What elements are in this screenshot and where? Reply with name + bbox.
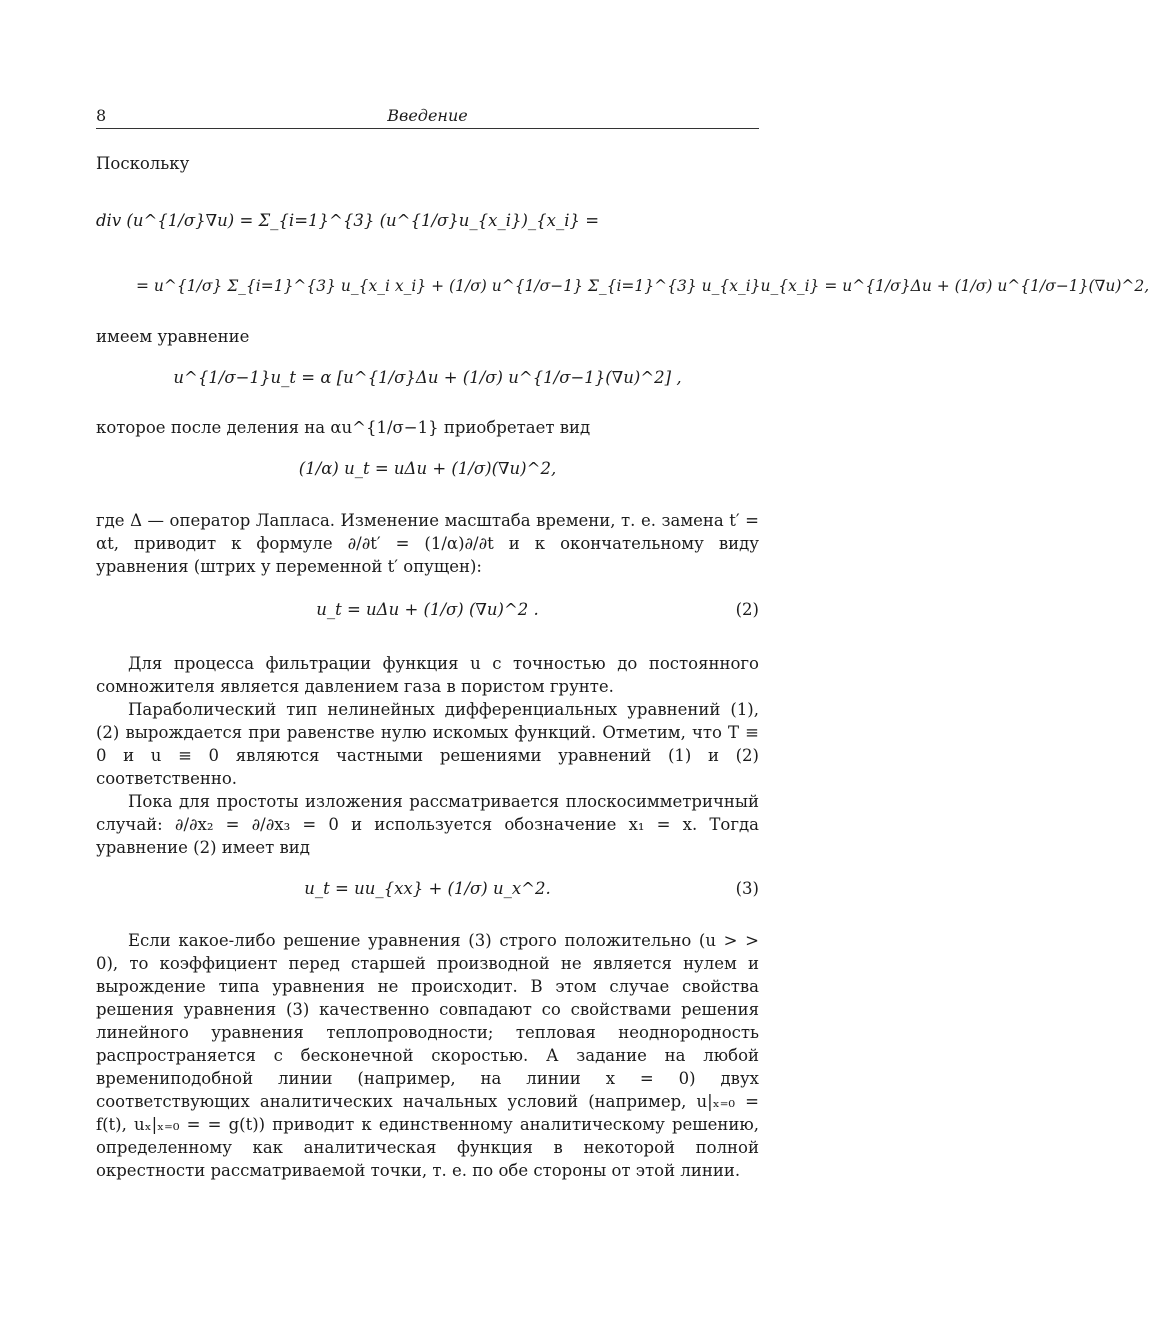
- page-body: [96, 150, 1149, 1182]
- running-title: Введение: [387, 106, 468, 125]
- paragraph-dlya: Для процесса фильтрации функция u с точностью до постоянного сомножителя является давлением газа в пористом грунте.: [96, 654, 759, 696]
- paragraph-esli: Если какое-либо решение уравнения (3) строго положительно (u > > 0), то коэффициент перед старшей производной не является нулем и вырождение типа уравнения не происходит. В этом случае свойства решения уравнения (3) качественно совпадают со свойствами решения линейного уравнения теплопроводности; тепловая неоднородность распространяется с бесконечной скоростью. А задание на любой времениподобной линии (например, на линии x = 0) двух соответствующих аналитических начальных условий (например, u|ₓ₌₀ = f(t), uₓ|ₓ₌₀ = = g(t)) приводит к единственному аналитическому решению, определенному как аналитическая функция в некоторой полной окрестности рассматриваемой точки, т. е. по обе стороны от этой линии.: [96, 931, 759, 1180]
- equation-3: [96, 877, 759, 923]
- running-header: [96, 104, 759, 129]
- equation-div-line2: [96, 275, 1149, 321]
- equation-div-line1-text: div (u^{1/σ}∇u) = Σ_{i=1}^{3} (u^{1/σ}u_{x_i})_{x_i} =: [96, 211, 600, 230]
- paragraph-parab: Параболический тип нелинейных дифференциальных уравнений (1), (2) вырождается при равенстве нулю искомых функций. Отметим, что T ≡ 0 и u ≡ 0 являются частными решениями уравнений (1) и (2) соответственно.: [96, 700, 759, 788]
- equation-3-text: u_t = uu_{xx} + (1/σ) u_x^2.: [304, 879, 551, 898]
- equation-div-line1: [96, 209, 759, 249]
- equation-b-text: (1/α) u_t = uΔu + (1/σ)(∇u)^2,: [298, 459, 557, 478]
- equation-b: [96, 457, 759, 503]
- paragraph-gde: где Δ — оператор Лапласа. Изменение масштаба времени, т. е. замена t′ = αt, приводит к формуле ∂/∂t′ = (1/α)∂/∂t и к окончательному виду уравнения (штрих у переменной t′ опущен):: [96, 511, 759, 576]
- equation-2: [96, 598, 759, 644]
- equation-2-text: u_t = uΔu + (1/σ) (∇u)^2 .: [316, 600, 539, 619]
- equation-a-text: u^{1/σ−1}u_t = α [u^{1/σ}Δu + (1/σ) u^{1/σ−1}(∇u)^2] ,: [173, 368, 682, 387]
- paragraph-poka: Пока для простоты изложения рассматривается плоскосимметричный случай: ∂/∂x₂ = ∂/∂x₃ = 0 и используется обозначение x₁ = x. Тогда уравнение (2) имеет вид: [96, 792, 759, 857]
- page-number: 8: [96, 106, 107, 125]
- equation-div-line2-text: = u^{1/σ} Σ_{i=1}^{3} u_{x_i x_i} + (1/σ) u^{1/σ−1} Σ_{i=1}^{3} u_{x_i}u_{x_i} = u^{1/σ}Δu + (1/σ) u^{1/σ−1}(∇u)^2,: [136, 277, 1149, 295]
- paragraph-kotoroe: которое после деления на αu^{1/σ−1} приобретает вид: [96, 418, 591, 437]
- paragraph-poskolku: Поскольку: [96, 154, 190, 173]
- equation-3-number: (3): [735, 879, 759, 898]
- paragraph-imeem: имеем уравнение: [96, 327, 250, 346]
- equation-2-number: (2): [735, 600, 759, 619]
- equation-a: [96, 366, 759, 412]
